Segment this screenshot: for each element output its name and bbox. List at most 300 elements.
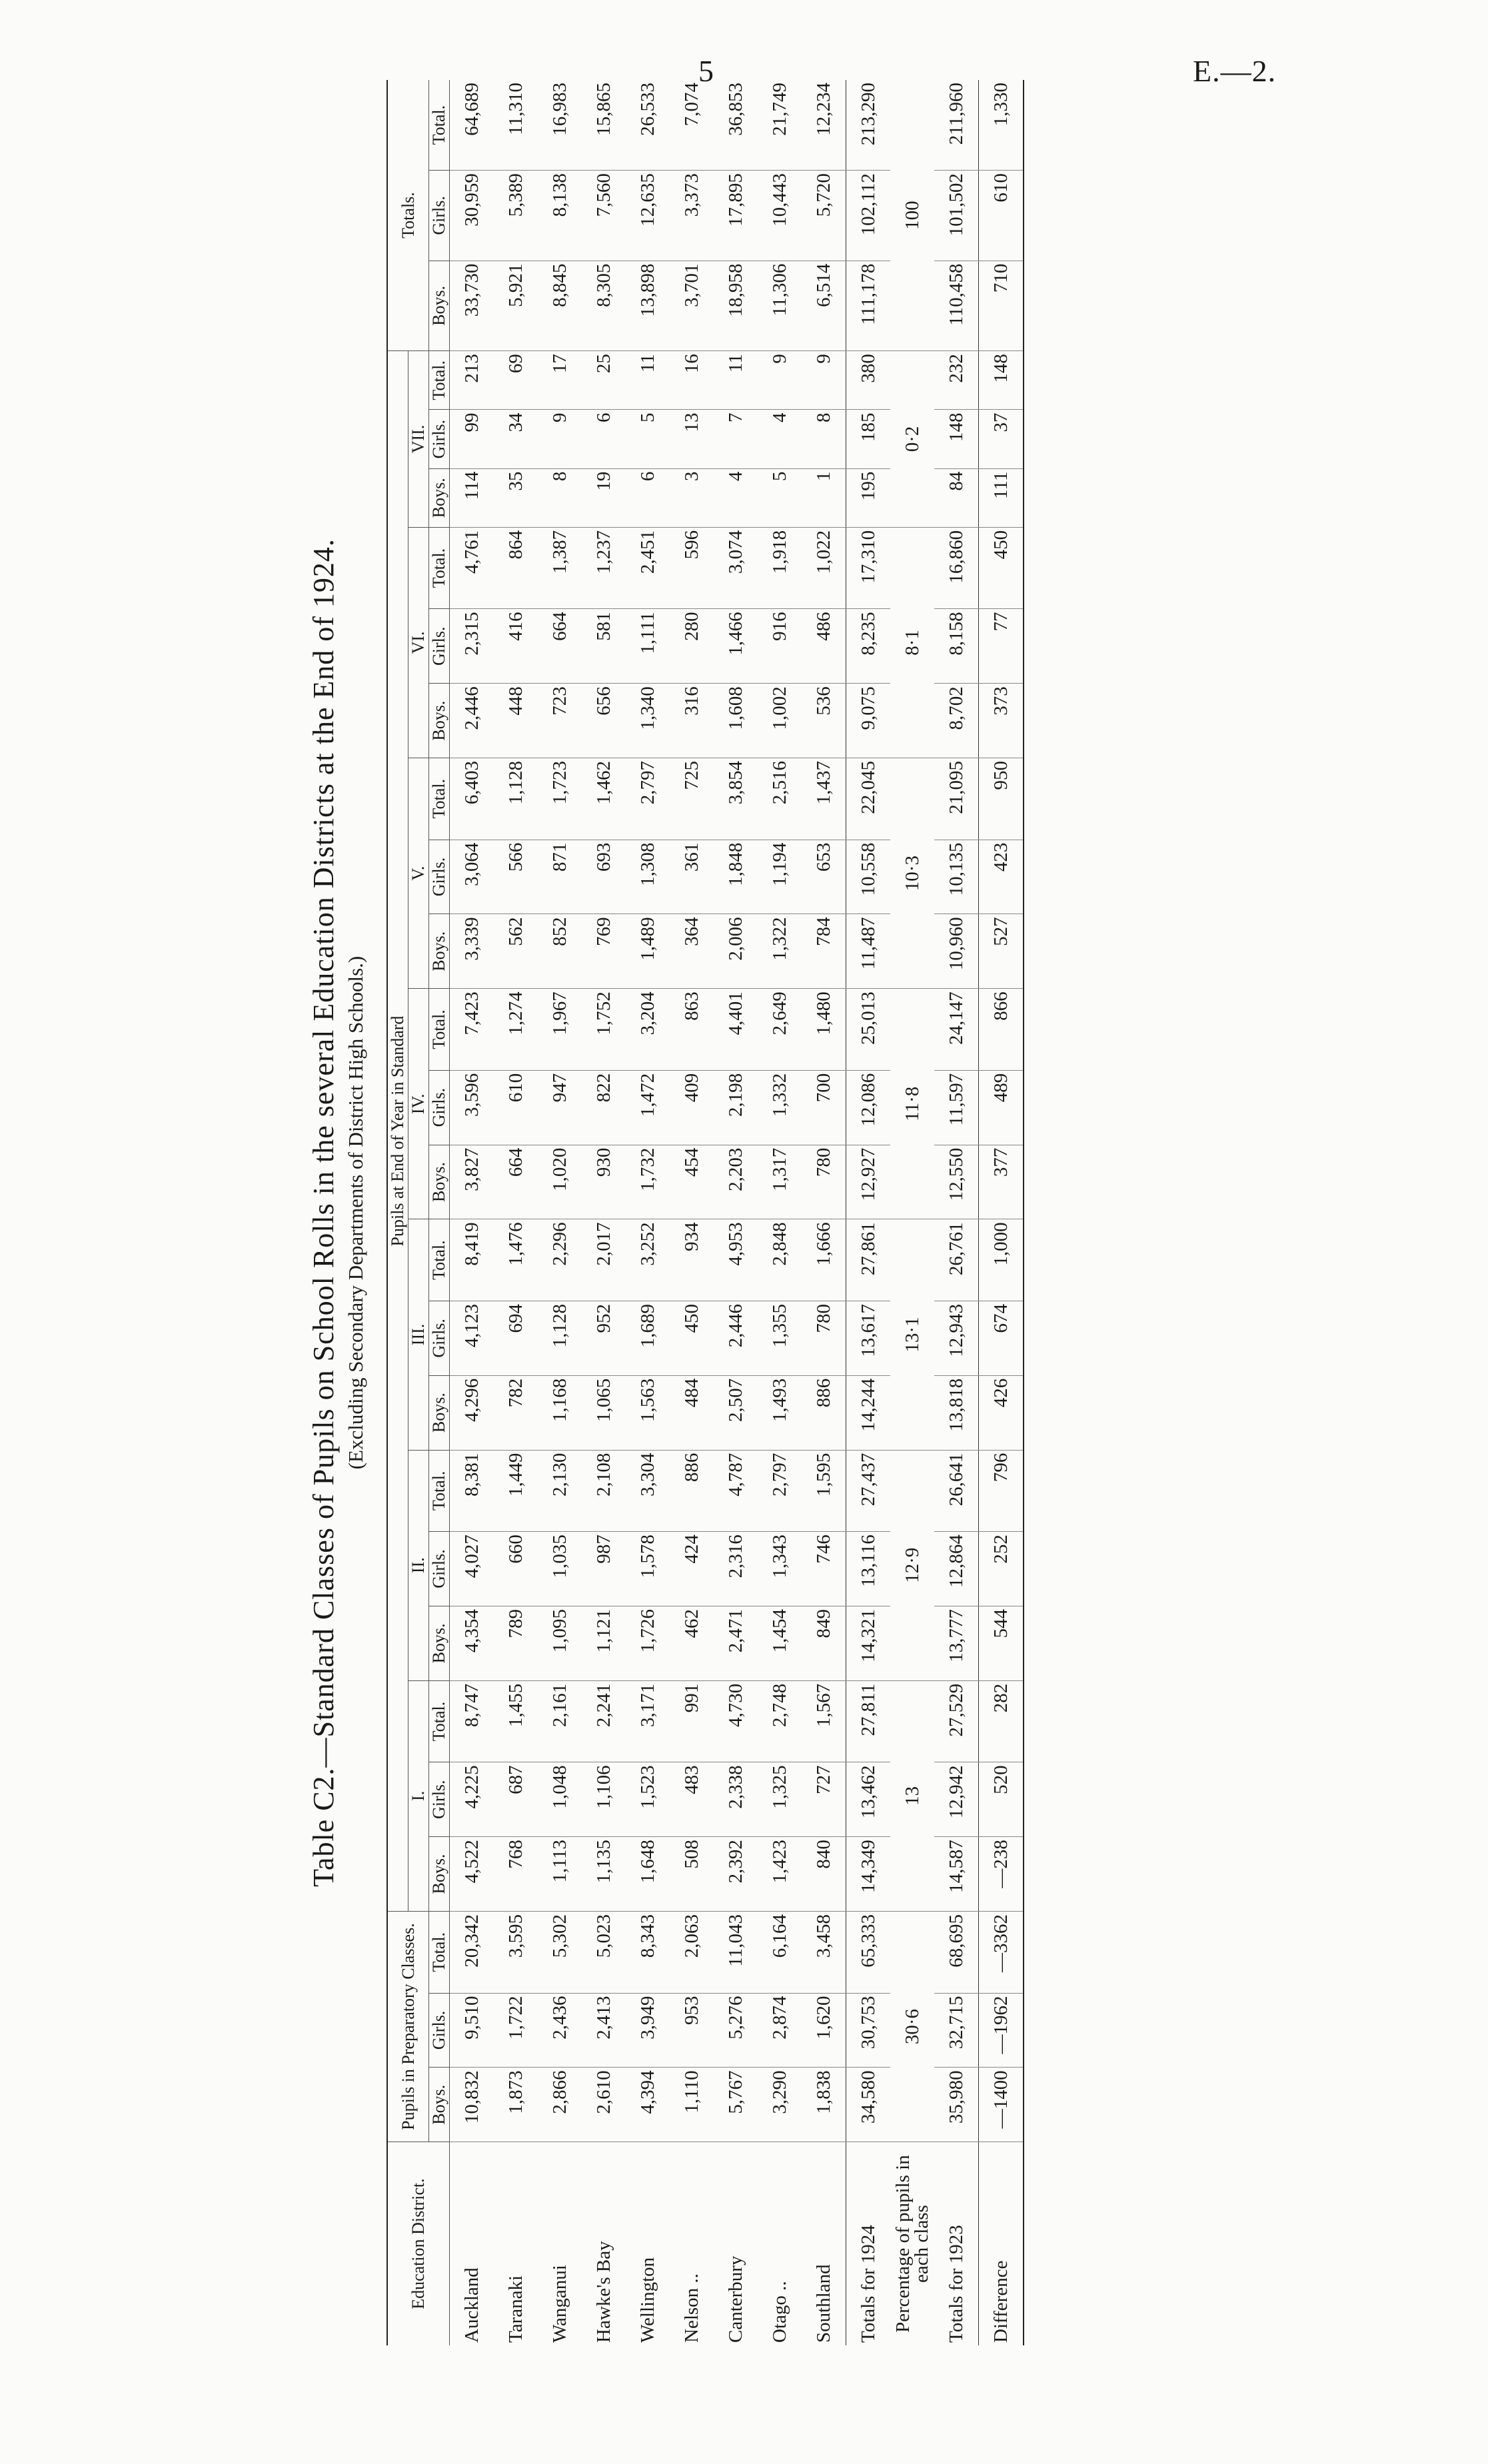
table-cell: 1,322 [758, 914, 802, 989]
table-cell: 664 [494, 1145, 538, 1219]
percentage-cell: 12·9 [890, 1450, 934, 1680]
table-cell: 5,302 [538, 1911, 582, 1993]
table-cell: 1,002 [758, 684, 802, 758]
sub-header: Girls. [429, 1070, 450, 1145]
table-cell: 19 [582, 468, 626, 527]
table-cell: 110,458 [934, 261, 979, 350]
header-row-sub [429, 80, 450, 2345]
table-cell: 508 [670, 1837, 714, 1912]
table-cell: 30,959 [450, 171, 494, 261]
table-cell: 987 [582, 1532, 626, 1606]
table-cell: 562 [494, 914, 538, 989]
table-cell: 1,121 [582, 1606, 626, 1680]
table-cell: 16,983 [538, 80, 582, 171]
table-cell: 3,204 [626, 989, 670, 1071]
table-cell: 483 [670, 1762, 714, 1837]
table-cell: 916 [758, 609, 802, 684]
table-cell: 789 [494, 1606, 538, 1680]
table-cell: 3,339 [450, 914, 494, 989]
sub-header: Total. [429, 989, 450, 1071]
standard-header: I. [408, 1680, 429, 1911]
table-cell: 8,381 [450, 1450, 494, 1532]
header-row-groups [387, 80, 408, 2345]
sub-header: Boys. [429, 684, 450, 758]
table-cell: 8 [802, 410, 846, 468]
table-cell: 780 [802, 1301, 846, 1375]
table-cell: 3,827 [450, 1145, 494, 1219]
table-cell: 111,178 [846, 261, 891, 350]
standard-header: III. [408, 1219, 429, 1450]
table-cell: 840 [802, 1837, 846, 1912]
table-cell: 610 [494, 1070, 538, 1145]
table-cell: 3,595 [494, 1911, 538, 1993]
table-cell: 5,767 [714, 2068, 758, 2142]
table-cell: 102,112 [846, 171, 891, 261]
table-cell: 148 [934, 410, 979, 468]
sub-header: Girls. [429, 1301, 450, 1375]
table-cell: 11,310 [494, 80, 538, 171]
district-name: Otago .. [768, 2281, 790, 2343]
district-name: Difference [979, 2142, 1024, 2345]
table-row [758, 80, 802, 2345]
table-cell: 536 [802, 684, 846, 758]
table-cell: 10,960 [934, 914, 979, 989]
table-cell: 849 [802, 1606, 846, 1680]
table-cell: 4,787 [714, 1450, 758, 1532]
table-cell: 653 [802, 840, 846, 914]
district-name: Hawke's Bay [592, 2241, 614, 2343]
district-name: Nelson .. [680, 2273, 702, 2343]
standard-header: VI. [408, 527, 429, 758]
table-cell: 1,838 [802, 2068, 846, 2142]
standard-group-header: Pupils at End of Year in Standard [387, 351, 408, 1912]
table-cell: 14,587 [934, 1837, 979, 1912]
table-cell: 8,747 [450, 1680, 494, 1762]
table-cell: 11,487 [846, 914, 891, 989]
table-cell: 17,895 [714, 171, 758, 261]
table-cell: 6,514 [802, 261, 846, 350]
table-cell: 694 [494, 1301, 538, 1375]
table-cell: 16 [670, 351, 714, 410]
table-cell: 6,403 [450, 758, 494, 840]
table-cell: 8,158 [934, 609, 979, 684]
sub-header: Total. [429, 1450, 450, 1532]
table-cell: 1,048 [538, 1762, 582, 1837]
standard-header: IV. [408, 989, 429, 1219]
table-cell: 5 [758, 468, 802, 527]
table-cell: 12,635 [626, 171, 670, 261]
sub-header: Girls. [429, 1532, 450, 1606]
table-cell: 13 [670, 410, 714, 468]
table-cell: 64,689 [450, 80, 494, 171]
table-cell: 9,510 [450, 1993, 494, 2068]
table-cell: 454 [670, 1145, 714, 1219]
table-cell: 450 [979, 527, 1024, 609]
table-cell: 12,927 [846, 1145, 891, 1219]
table-cell: 12,234 [802, 80, 846, 171]
table-cell: 768 [494, 1837, 538, 1912]
table-cell: 2,471 [714, 1606, 758, 1680]
sub-header: Boys. [429, 1606, 450, 1680]
table-cell: 1,340 [626, 684, 670, 758]
difference-row [979, 80, 1024, 2345]
table-cell: 863 [670, 989, 714, 1071]
table-cell: 769 [582, 914, 626, 989]
percentage-cell: 30·6 [890, 1911, 934, 2142]
table-cell: 710 [979, 261, 1024, 350]
district-name: Totals for 1924 [846, 2142, 891, 2345]
table-cell: 35,980 [934, 2068, 979, 2142]
table-cell: 11,306 [758, 261, 802, 350]
table-cell: 68,695 [934, 1911, 979, 1993]
table-cell: 21,749 [758, 80, 802, 171]
table-cell: 2,848 [758, 1219, 802, 1301]
table-cell: —1400 [979, 2068, 1024, 2142]
table-row [494, 80, 538, 2345]
sub-header: Girls. [429, 840, 450, 914]
table-row [450, 80, 494, 2345]
table-cell: 1,726 [626, 1606, 670, 1680]
table-cell: 364 [670, 914, 714, 989]
table-row [714, 80, 758, 2345]
table-cell: 782 [494, 1375, 538, 1450]
table-cell: —3362 [979, 1911, 1024, 1993]
table-cell: 5,720 [802, 171, 846, 261]
district-header: Education District. [387, 2142, 450, 2345]
table-cell: 1,722 [494, 1993, 538, 2068]
percentage-cell: 100 [890, 80, 934, 351]
table-cell: 11,597 [934, 1070, 979, 1145]
table-cell: 12,942 [934, 1762, 979, 1837]
table-row [538, 80, 582, 2345]
percentage-cell: 13 [890, 1680, 934, 1911]
table-cell: 4,354 [450, 1606, 494, 1680]
table-cell: 1,095 [538, 1606, 582, 1680]
table-cell: 213,290 [846, 80, 891, 171]
totals-header: Totals. [387, 80, 429, 351]
sub-header: Girls. [429, 609, 450, 684]
standard-classes-table [386, 80, 1024, 2345]
percentage-cell: 8·1 [890, 527, 934, 758]
table-cell: 8,138 [538, 171, 582, 261]
table-cell: 3,596 [450, 1070, 494, 1145]
table-cell: 950 [979, 758, 1024, 840]
sub-header: Girls. [429, 410, 450, 468]
table-cell: 1,689 [626, 1301, 670, 1375]
table-header [387, 80, 450, 2345]
table-cell: 9 [802, 351, 846, 410]
table-cell: 27,437 [846, 1450, 891, 1532]
table-cell: 1,666 [802, 1219, 846, 1301]
table-cell: 8,419 [450, 1219, 494, 1301]
table-cell: 26,533 [626, 80, 670, 171]
table-cell: 1,723 [538, 758, 582, 840]
sub-header: Total. [429, 80, 450, 171]
table-cell: 10,443 [758, 171, 802, 261]
table-cell: 2,866 [538, 2068, 582, 2142]
table-cell: 3,949 [626, 1993, 670, 2068]
table-cell: 1,308 [626, 840, 670, 914]
table-cell: 12,864 [934, 1532, 979, 1606]
table-cell: 282 [979, 1680, 1024, 1762]
table-cell: 3,064 [450, 840, 494, 914]
table-cell: 3,252 [626, 1219, 670, 1301]
table-cell: 664 [538, 609, 582, 684]
table-cell: 8,702 [934, 684, 979, 758]
table-cell: 13,617 [846, 1301, 891, 1375]
table-cell: 864 [494, 527, 538, 609]
table-cell: 252 [979, 1532, 1024, 1606]
table-cell: 11,043 [714, 1911, 758, 1993]
table-body [450, 80, 1024, 2345]
table-cell: 34,580 [846, 2068, 891, 2142]
table-subtitle: (Excluding Secondary Departments of District High Schools.) [344, 955, 367, 1470]
table-cell: 9 [758, 351, 802, 410]
table-cell: 1,732 [626, 1145, 670, 1219]
table-cell: 674 [979, 1301, 1024, 1375]
table-cell: 1,274 [494, 989, 538, 1071]
table-cell: 377 [979, 1145, 1024, 1219]
table-cell: 3,701 [670, 261, 714, 350]
table-cell: 886 [802, 1375, 846, 1450]
table-cell: 1,918 [758, 527, 802, 609]
table-cell: 8,845 [538, 261, 582, 350]
table-cell: 1,110 [670, 2068, 714, 2142]
table-cell: 2,446 [714, 1301, 758, 1375]
percentage-row [890, 80, 934, 2345]
table-cell: 1,113 [538, 1837, 582, 1912]
table-cell: 1,317 [758, 1145, 802, 1219]
table-cell: 727 [802, 1762, 846, 1837]
totals-1923-row [934, 80, 979, 2345]
table-cell: 14,244 [846, 1375, 891, 1450]
table-cell: 3,171 [626, 1680, 670, 1762]
table-cell: 1,065 [582, 1375, 626, 1450]
table-cell: 30,753 [846, 1993, 891, 2068]
sub-header: Total. [429, 351, 450, 410]
table-cell: 2,874 [758, 1993, 802, 2068]
table-cell: 9,075 [846, 684, 891, 758]
percentage-cell: 11·8 [890, 989, 934, 1219]
table-cell: 4,027 [450, 1532, 494, 1606]
table-cell: 2,203 [714, 1145, 758, 1219]
table-cell: 725 [670, 758, 714, 840]
table-cell: 3,074 [714, 527, 758, 609]
district-name: Canterbury [724, 2255, 746, 2343]
table-cell: 4,225 [450, 1762, 494, 1837]
table-cell: 660 [494, 1532, 538, 1606]
table-cell: 4,761 [450, 527, 494, 609]
table-cell: 520 [979, 1762, 1024, 1837]
table-cell: 930 [582, 1145, 626, 1219]
table-cell: 37 [979, 410, 1024, 468]
table-cell: 784 [802, 914, 846, 989]
table-cell: 2,797 [626, 758, 670, 840]
table-cell: 1,168 [538, 1375, 582, 1450]
table-cell: 2,338 [714, 1762, 758, 1837]
percentage-label: Percentage of pupils in each class [892, 2155, 932, 2333]
table-cell: 2,610 [582, 2068, 626, 2142]
table-cell: 8,305 [582, 261, 626, 350]
table-cell: 1,128 [538, 1301, 582, 1375]
table-cell: 4,394 [626, 2068, 670, 2142]
table-cell: 1,111 [626, 609, 670, 684]
sub-header: Boys. [429, 1375, 450, 1450]
table-cell: 1,648 [626, 1837, 670, 1912]
table-cell: 462 [670, 1606, 714, 1680]
table-cell: 2,017 [582, 1219, 626, 1301]
table-cell: 866 [979, 989, 1024, 1071]
table-cell: 1 [802, 468, 846, 527]
table-cell: 280 [670, 609, 714, 684]
table-cell: 416 [494, 609, 538, 684]
table-cell: 12,086 [846, 1070, 891, 1145]
table-cell: 33,730 [450, 261, 494, 350]
table-cell: 10,832 [450, 2068, 494, 2142]
table-cell: 232 [934, 351, 979, 410]
table-cell: 1,567 [802, 1680, 846, 1762]
table-cell: 1,608 [714, 684, 758, 758]
table-cell: 4,522 [450, 1837, 494, 1912]
table-cell: 5 [626, 410, 670, 468]
table-cell: 21,095 [934, 758, 979, 840]
table-cell: 25,013 [846, 989, 891, 1071]
table-cell: 13,898 [626, 261, 670, 350]
table-cell: 195 [846, 468, 891, 527]
table-cell: 450 [670, 1301, 714, 1375]
sub-header: Girls. [429, 171, 450, 261]
table-cell: 34 [494, 410, 538, 468]
table-cell: 65,333 [846, 1911, 891, 1993]
table-cell: 1,387 [538, 527, 582, 609]
preparatory-header: Pupils in Preparatory Classes. [387, 1911, 429, 2142]
sub-header: Girls. [429, 1762, 450, 1837]
table-cell: 2,446 [450, 684, 494, 758]
table-cell: 1,563 [626, 1375, 670, 1450]
table-cell: 17 [538, 351, 582, 410]
table-cell: 852 [538, 914, 582, 989]
table-cell: 3,304 [626, 1450, 670, 1532]
table-cell: 26,641 [934, 1450, 979, 1532]
table-cell: 4 [758, 410, 802, 468]
table-cell: 780 [802, 1145, 846, 1219]
table-cell: 2,649 [758, 989, 802, 1071]
table-cell: 4,401 [714, 989, 758, 1071]
table-cell: 14,349 [846, 1837, 891, 1912]
standard-header: II. [408, 1450, 429, 1680]
table-cell: 991 [670, 1680, 714, 1762]
table-cell: 1,480 [802, 989, 846, 1071]
table-cell: 723 [538, 684, 582, 758]
table-cell: 2,507 [714, 1375, 758, 1450]
table-cell: 1,128 [494, 758, 538, 840]
table-cell: —1962 [979, 1993, 1024, 2068]
table-cell: 2,748 [758, 1680, 802, 1762]
table-cell: 1,620 [802, 1993, 846, 2068]
table-cell: 2,315 [450, 609, 494, 684]
sub-header: Boys. [429, 1837, 450, 1912]
table-cell: 24,147 [934, 989, 979, 1071]
table-cell: 424 [670, 1532, 714, 1606]
table-cell: 27,811 [846, 1680, 891, 1762]
sub-header: Total. [429, 527, 450, 609]
rotated-table-page [307, 80, 1193, 2345]
table-title: Table C2.—Standard Classes of Pupils on School Rolls in the several Education Districts at the End of 1924. [307, 538, 340, 1887]
sub-header: Boys. [429, 914, 450, 989]
document-reference: E.—2. [1193, 54, 1277, 88]
table-cell: 12,550 [934, 1145, 979, 1219]
table-cell: 1,455 [494, 1680, 538, 1762]
table-cell: 1,325 [758, 1762, 802, 1837]
table-cell: 14,321 [846, 1606, 891, 1680]
sub-header: Total. [429, 1680, 450, 1762]
table-cell: 101,502 [934, 171, 979, 261]
table-row [582, 80, 626, 2345]
table-cell: 1,489 [626, 914, 670, 989]
table-cell: —238 [979, 1837, 1024, 1912]
table-cell: 4,953 [714, 1219, 758, 1301]
table-cell: 148 [979, 351, 1024, 410]
table-cell: 1,476 [494, 1219, 538, 1301]
sub-header: Total. [429, 1219, 450, 1301]
table-cell: 13,462 [846, 1762, 891, 1837]
table-cell: 1,106 [582, 1762, 626, 1837]
table-cell: 361 [670, 840, 714, 914]
table-cell: 1,020 [538, 1145, 582, 1219]
table-cell: 4,296 [450, 1375, 494, 1450]
table-cell: 25 [582, 351, 626, 410]
table-cell: 18,958 [714, 261, 758, 350]
table-cell: 5,276 [714, 1993, 758, 2068]
district-name: Auckland [460, 2267, 482, 2343]
table-cell: 484 [670, 1375, 714, 1450]
page-number: 5 [698, 54, 714, 88]
table-cell: 2,413 [582, 1993, 626, 2068]
table-cell: 610 [979, 171, 1024, 261]
sub-header: Total. [429, 758, 450, 840]
table-cell: 423 [979, 840, 1024, 914]
table-cell: 13,116 [846, 1532, 891, 1606]
table-cell: 5,921 [494, 261, 538, 350]
standard-header: VII. [408, 351, 429, 528]
table-cell: 77 [979, 609, 1024, 684]
table-cell: 27,861 [846, 1219, 891, 1301]
table-cell: 566 [494, 840, 538, 914]
table-cell: 69 [494, 351, 538, 410]
table-cell: 2,130 [538, 1450, 582, 1532]
table-cell: 1,752 [582, 989, 626, 1071]
table-cell: 7,560 [582, 171, 626, 261]
table-cell: 2,316 [714, 1532, 758, 1606]
table-cell: 3,290 [758, 2068, 802, 2142]
table-cell: 822 [582, 1070, 626, 1145]
table-cell: 380 [846, 351, 891, 410]
district-name: Wellington [636, 2257, 658, 2343]
table-cell: 4 [714, 468, 758, 527]
table-cell: 2,006 [714, 914, 758, 989]
table-cell: 7,423 [450, 989, 494, 1071]
sub-header: Girls. [429, 1993, 450, 2068]
table-cell: 448 [494, 684, 538, 758]
table-cell: 1,330 [979, 80, 1024, 171]
table-cell: 952 [582, 1301, 626, 1375]
table-cell: 213 [450, 351, 494, 410]
percentage-cell: 0·2 [890, 351, 934, 528]
table-cell: 596 [670, 527, 714, 609]
table-cell: 5,023 [582, 1911, 626, 1993]
table-cell: 20,342 [450, 1911, 494, 1993]
table-cell: 700 [802, 1070, 846, 1145]
